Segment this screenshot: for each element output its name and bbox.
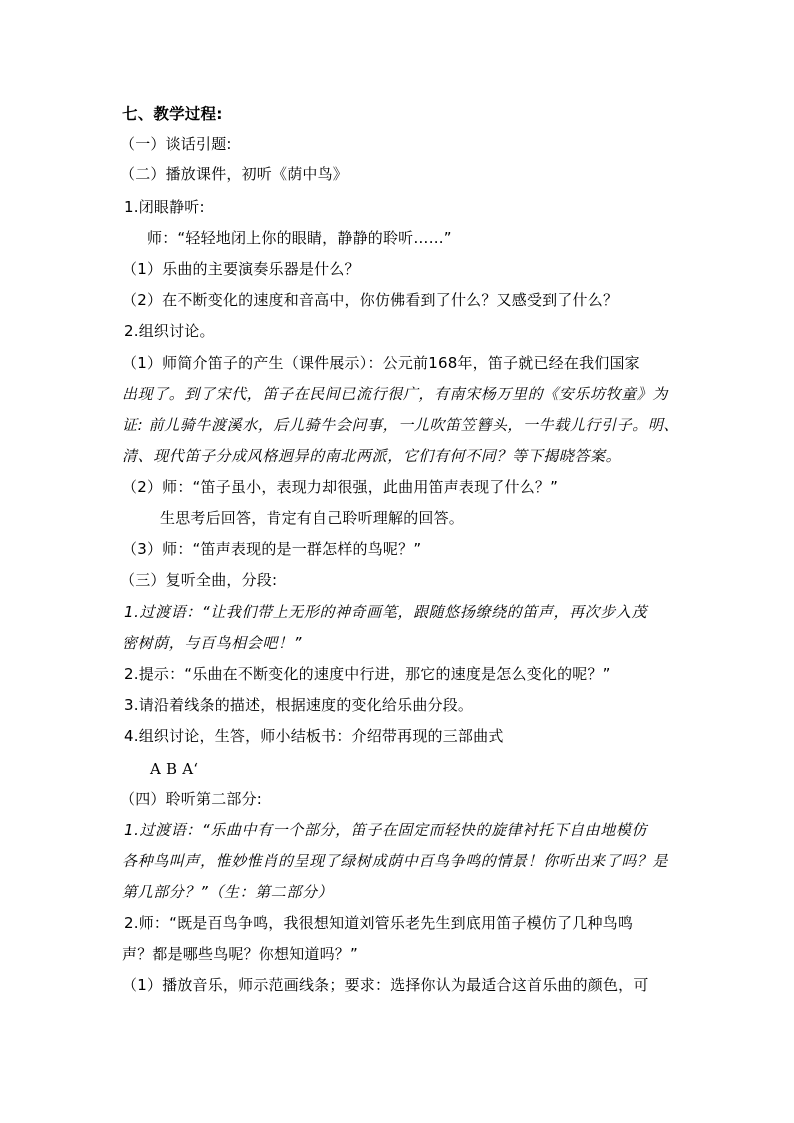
text-line: 1.过渡语：“让我们带上无形的神奇画笔，跟随悠扬缭绕的笛声，再次步入茂 — [124, 603, 648, 621]
text-line: （四）聆听第二部分: — [120, 790, 263, 808]
text-line: 出现了。到了宋代，笛子在民间已流行很广，有南宋杨万里的《安乐坊牧童》为 — [122, 385, 669, 403]
text-line: （2）在不断变化的速度和音高中，你仿佛看到了什么？又感受到了什么？ — [122, 291, 619, 309]
text-line: （二）播放课件，初听《荫中鸟》 — [120, 165, 349, 183]
text-line: 密树荫，与百鸟相会吧！” — [122, 634, 302, 652]
text-line: 师：“轻轻地闭上你的眼睛，静静的聆听……” — [147, 229, 452, 247]
text-line: 2.提示：“乐曲在不断变化的速度中行进，那它的速度是怎么变化的呢？” — [124, 665, 611, 683]
text-line: （2）师：“笛子虽小，表现力却很强，此曲用笛声表现了什么？” — [122, 478, 559, 496]
text-line: 3.请沿着线条的描述，根据速度的变化给乐曲分段。 — [124, 696, 474, 714]
text-line: 清、现代笛子分成风格迥异的南北两派，它们有何不同？等下揭晓答案。 — [122, 447, 622, 465]
text-line: 生思考后回答，肯定有自己聆听理解的回答。 — [160, 509, 465, 527]
text-line: 4.组织讨论，生答，师小结板书：介绍带再现的三部曲式 — [124, 727, 504, 745]
section-heading: 七、教学过程: — [122, 105, 223, 123]
text-line: （3）师：“笛声表现的是一群怎样的鸟呢？” — [122, 540, 422, 558]
text-line: 证: 前儿骑牛渡溪水，后儿骑牛会问事，一儿吹笛笠簪头，一牛载儿行引子。明、 — [122, 416, 680, 434]
text-line: （1）播放音乐，师示范画线条；要求：选择你认为最适合这首乐曲的颜色，可 — [122, 976, 649, 994]
text-line: 声？都是哪些鸟呢？你想知道吗？” — [122, 945, 358, 963]
text-line: 第几部分？”（生：第二部分） — [122, 883, 334, 901]
text-line: 2.组织讨论。 — [124, 322, 215, 340]
form-letters: A B A‘ — [150, 760, 199, 778]
text-line: 各种鸟叫声，惟妙惟肖的呈现了绿树成荫中百鸟争鸣的情景！你听出来了吗？是 — [122, 852, 669, 870]
text-line: 1.过渡语：“乐曲中有一个部分，笛子在固定而轻快的旋律衬托下自由地模仿 — [124, 821, 648, 839]
text-line: （1）师简介笛子的产生（课件展示）：公元前168年，笛子就已经在我们国家 — [122, 354, 640, 372]
text-line: （三）复听全曲，分段: — [120, 571, 278, 589]
text-line: 1.闭眼静听: — [124, 198, 205, 216]
text-line: 2.师：“既是百鸟争鸣，我很想知道刘管乐老先生到底用笛子模仿了几种鸟鸣 — [124, 914, 634, 932]
text-line: （1）乐曲的主要演奏乐器是什么？ — [122, 260, 360, 278]
text-line: （一）谈话引题: — [120, 135, 232, 153]
